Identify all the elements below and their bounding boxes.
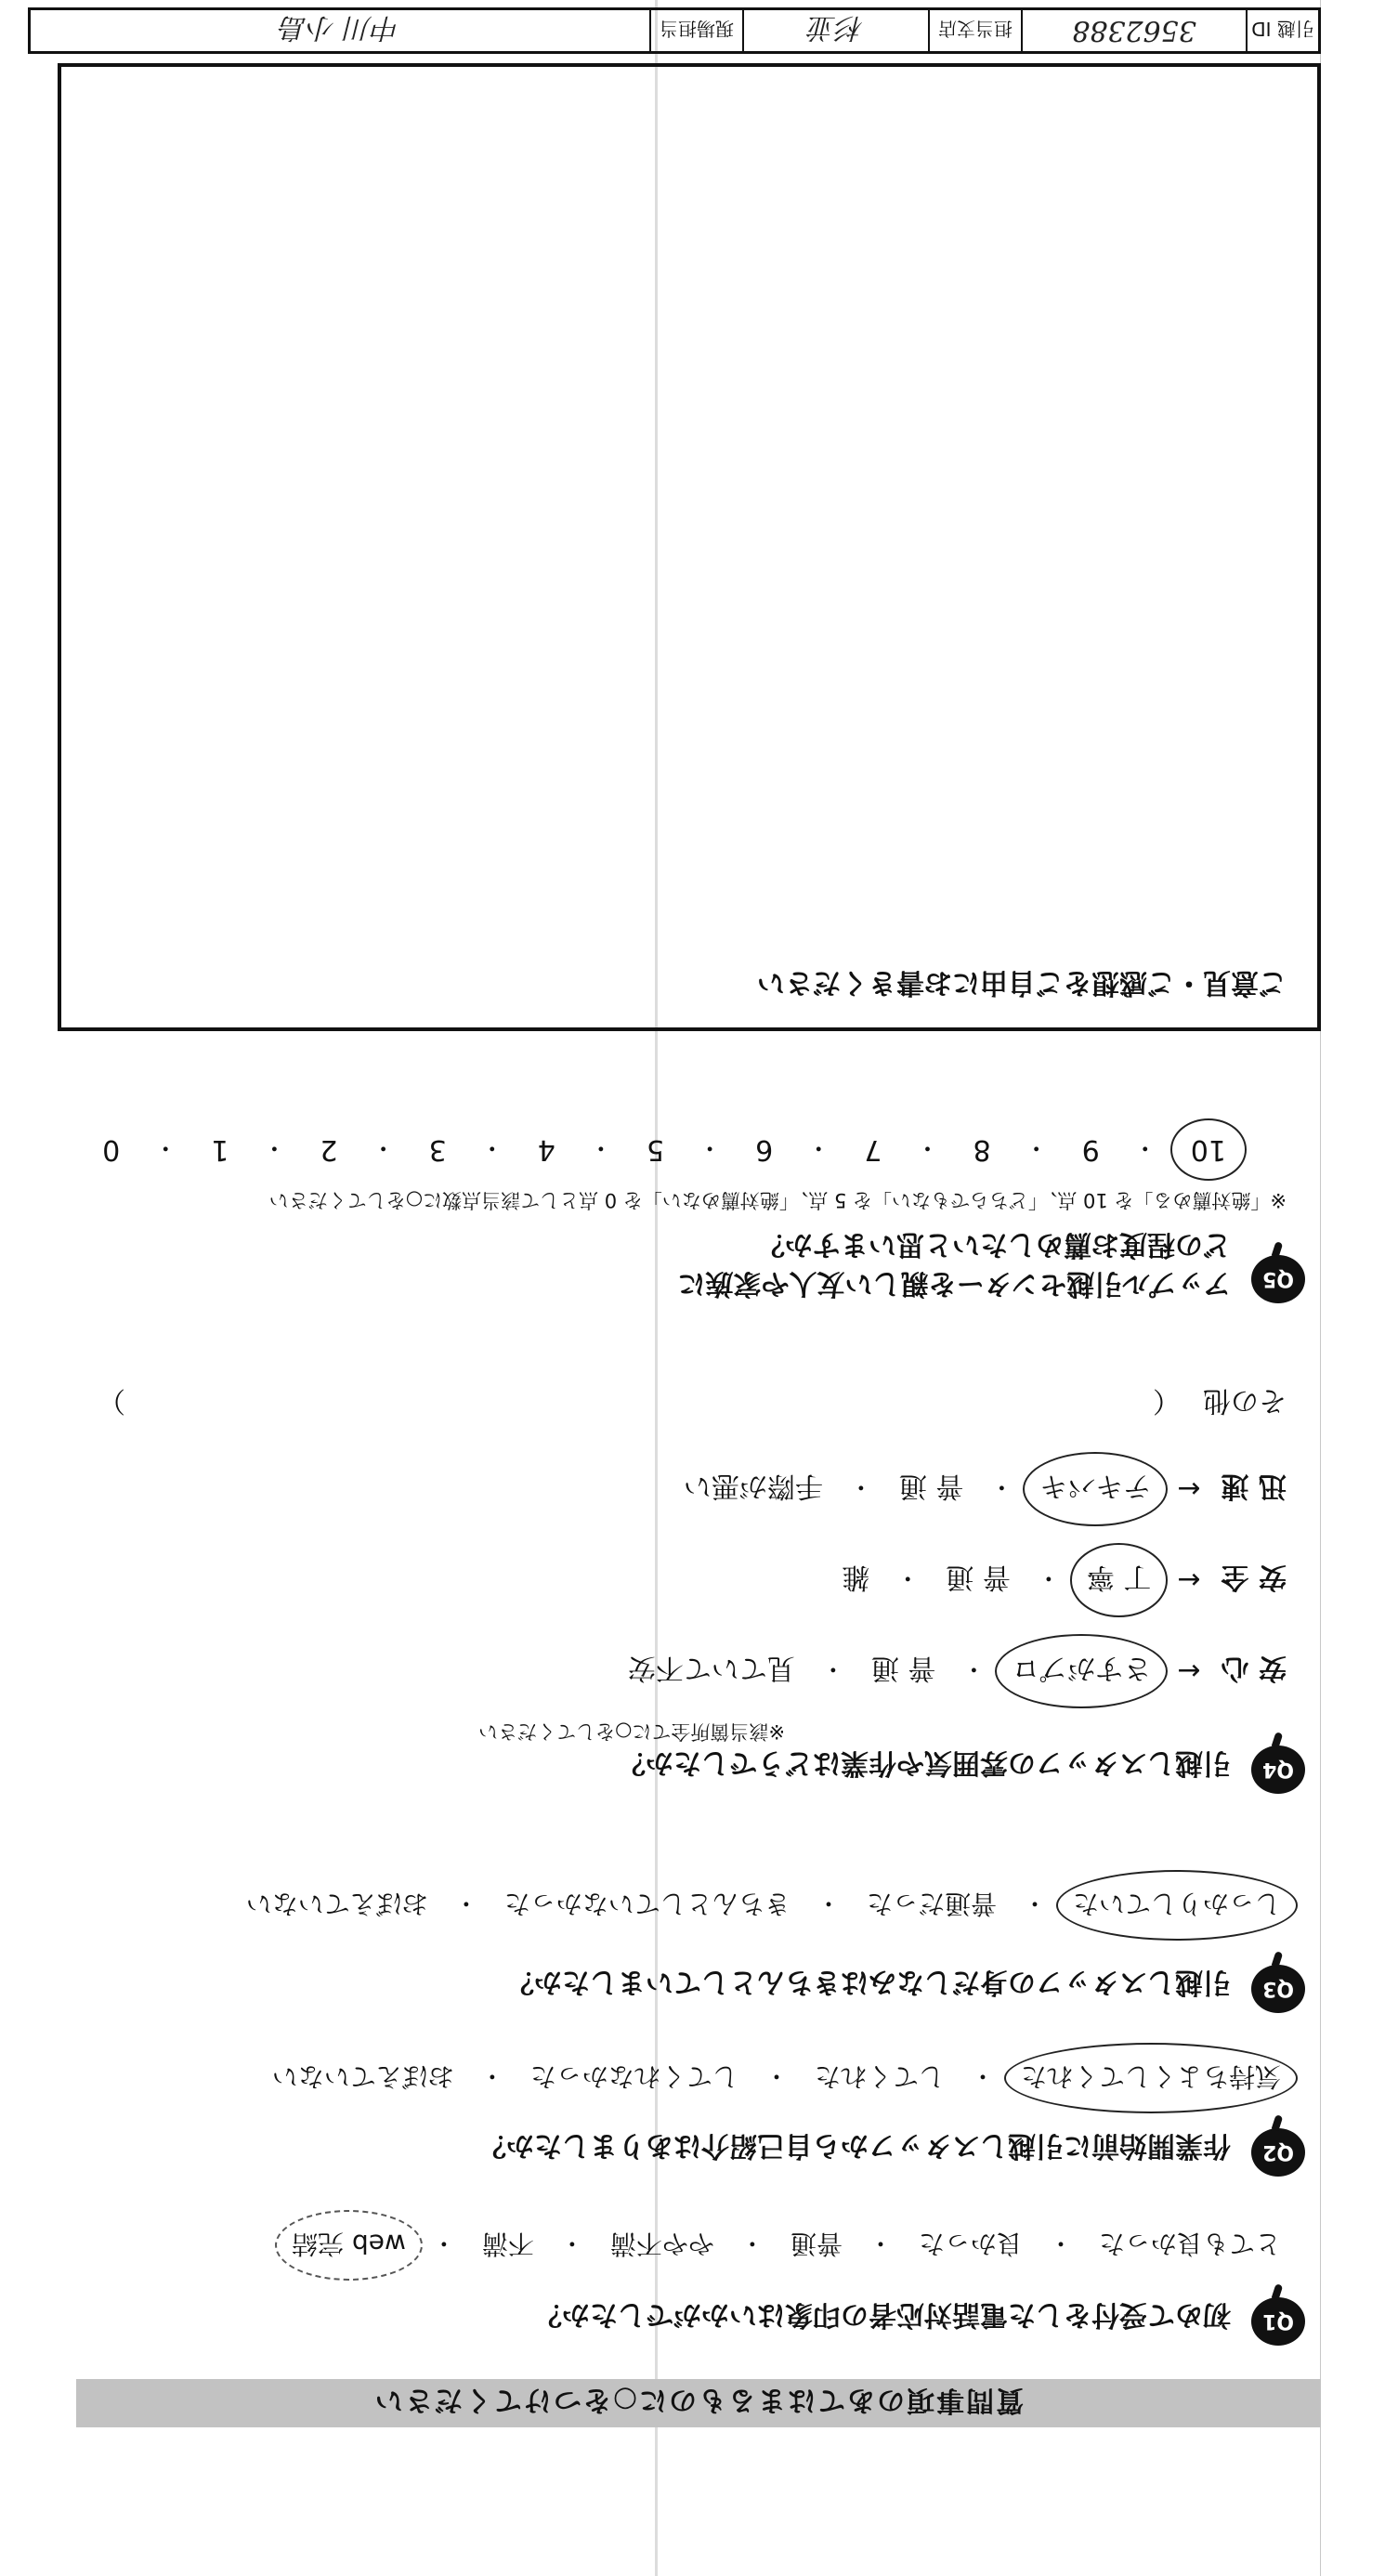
q2-options: 気持ちよくしてくれた ・ してくれた ・ してくれなかった ・ おぼえていない xyxy=(267,2058,1287,2099)
q2-option-selected[interactable]: 気持ちよくしてくれた xyxy=(1015,2058,1287,2099)
scale-point[interactable]: 8 xyxy=(973,1133,991,1166)
q4-row-option[interactable]: 手際が悪い xyxy=(683,1470,823,1502)
q4-row-option-selected[interactable]: 丁 寧 xyxy=(1081,1558,1157,1602)
q4-other-open: （ xyxy=(1153,1384,1181,1417)
q3-option[interactable]: おぼえていない xyxy=(245,1889,428,1919)
q4-question: 引越しスタッフの雰囲気や作業はどうでしたか？ xyxy=(618,1746,1231,1779)
branch-value: 杉並 xyxy=(742,10,928,51)
q5-scale: 10 ・ 9 ・ 8 ・ 7 ・ 6 ・ 5 ・ 4 ・ 3 ・ 2 ・ 1 ・ 0 xyxy=(93,1132,1235,1167)
scale-point[interactable]: 3 xyxy=(428,1133,447,1166)
comment-box[interactable] xyxy=(58,63,1321,1031)
q2-badge: Q2 xyxy=(1251,2128,1305,2177)
scale-point[interactable]: 7 xyxy=(864,1133,882,1166)
id-value: 3562388 xyxy=(1021,10,1246,51)
survey-title: 質問事項のあてはまるものに○をつけてください xyxy=(372,2384,1025,2416)
leader-value: 中川 小島 xyxy=(280,11,400,44)
q1-option-selected[interactable]: web 完結 xyxy=(286,2225,412,2266)
q4-other-row xyxy=(98,1383,1287,1424)
q4-row-label: 安 心 xyxy=(1221,1652,1287,1684)
q4-other-close: ） xyxy=(98,1384,125,1417)
q5-question-line1: アップル引越センターを親しい友人や家族に xyxy=(677,1267,1231,1300)
q5-badge: Q5 xyxy=(1251,1255,1305,1303)
q2-option[interactable]: してくれた xyxy=(814,2061,945,2092)
q3-options: しっかりしていた ・ 普通だった ・ きちんとしていなかった ・ おぼえていない xyxy=(241,1885,1287,1926)
q3-question: 引越しスタッフの身だしなみはきちんとしていましたか？ xyxy=(506,1966,1231,1998)
q3-option[interactable]: きちんとしていなかった xyxy=(503,1889,790,1919)
q1-option[interactable]: 不満 xyxy=(481,2229,534,2259)
q3-option-selected[interactable]: しっかりしていた xyxy=(1067,1885,1287,1926)
q3-option[interactable]: 普通だった xyxy=(866,1889,997,1919)
arrow-icon: ← xyxy=(1177,1654,1201,1688)
comment-label: ご意見・ご感想をご自由にお書きください xyxy=(757,966,1287,999)
q1-badge: Q1 xyxy=(1251,2297,1305,2346)
q4-row-jinsoku: 迅 速 ← テキパキ ・ 普 通 ・ 手際が悪い xyxy=(678,1467,1287,1511)
q4-row-label: 迅 速 xyxy=(1221,1470,1287,1502)
q1-options: とても良かった ・ 良かった ・ 普通 ・ やや不満 ・ 不満 ・ web 完結 xyxy=(286,2225,1287,2266)
scale-point[interactable]: 2 xyxy=(320,1133,338,1166)
staff-id-table xyxy=(28,7,1321,54)
q4-row-option[interactable]: 普 通 xyxy=(898,1470,964,1502)
q4-row-option[interactable]: 見ていて不安 xyxy=(627,1652,795,1684)
q2-option[interactable]: おぼえていない xyxy=(271,2061,454,2092)
q4-note: ※該当箇所全てに○をしてください xyxy=(478,1720,785,1743)
survey-header xyxy=(76,2379,1321,2427)
q2-option[interactable]: してくれなかった xyxy=(529,2061,738,2092)
q4-badge: Q4 xyxy=(1251,1746,1305,1794)
q1-question: 初めて受付をした電話対応者の印象はいかがでしたか？ xyxy=(534,2298,1231,2331)
scale-point[interactable]: 5 xyxy=(646,1133,665,1166)
q4-row-option[interactable]: 普 通 xyxy=(946,1561,1011,1593)
scale-point[interactable]: 6 xyxy=(755,1133,774,1166)
q2-question: 作業開始前に引越しスタッフから自己紹介はありましたか？ xyxy=(478,2129,1231,2162)
id-label: 引越 ID xyxy=(1246,10,1318,51)
q4-row-option-selected[interactable]: テキパキ xyxy=(1034,1467,1156,1511)
q1-option[interactable]: 良かった xyxy=(918,2229,1023,2259)
q4-row-label: 安 全 xyxy=(1221,1561,1287,1593)
scale-point[interactable]: 0 xyxy=(102,1133,121,1166)
q1-option[interactable]: 普通 xyxy=(790,2229,843,2259)
leader-label: 現場担当 xyxy=(649,10,742,51)
scale-point[interactable]: 9 xyxy=(1081,1133,1100,1166)
arrow-icon: ← xyxy=(1177,1472,1201,1506)
branch-label: 担当支店 xyxy=(928,10,1021,51)
scale-point-selected[interactable]: 10 xyxy=(1182,1133,1235,1166)
q4-row-option[interactable]: 普 通 xyxy=(870,1652,936,1684)
q4-row-anshin: 安 心 ← さすがプロ ・ 普 通 ・ 見ていて不安 xyxy=(622,1649,1287,1693)
q5-note: ※「絶対薦める」を 10 点、「どちらでもない」を 5 点、「絶対薦めない」を 0 点として該当点数に○をしてください xyxy=(268,1189,1287,1211)
q1-option[interactable]: やや不満 xyxy=(609,2229,714,2259)
q1-option[interactable]: とても良かった xyxy=(1098,2229,1281,2259)
arrow-icon: ← xyxy=(1177,1563,1201,1597)
q4-row-option-selected[interactable]: さすがプロ xyxy=(1006,1649,1156,1693)
q4-other-label: その他 xyxy=(1203,1384,1287,1417)
scale-point[interactable]: 4 xyxy=(537,1133,555,1166)
q5-question-line2: どの程度お薦めしたいと思いますか？ xyxy=(757,1228,1231,1261)
q4-row-anzen: 安 全 ← 丁 寧 ・ 普 通 ・ 雑 xyxy=(836,1558,1287,1602)
q3-badge: Q3 xyxy=(1251,1965,1305,2013)
scale-point[interactable]: 1 xyxy=(211,1133,229,1166)
q4-row-option[interactable]: 雑 xyxy=(842,1561,870,1593)
